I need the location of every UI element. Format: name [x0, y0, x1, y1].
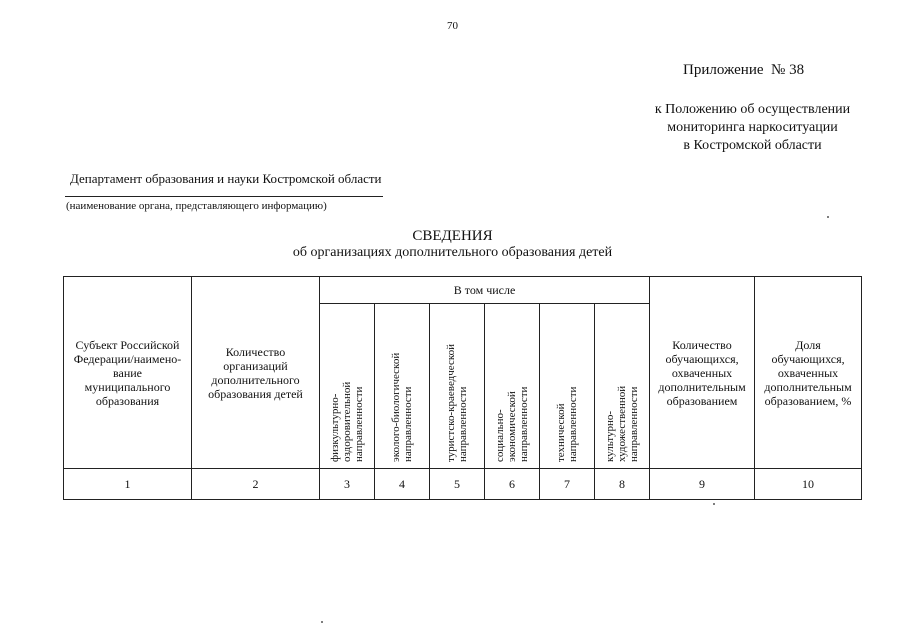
- scan-speck: [713, 503, 715, 505]
- scan-speck: [827, 216, 829, 218]
- header-cell-physical: [320, 304, 375, 469]
- column-number: 9: [650, 469, 755, 500]
- header-text-tourism: туристско-краеведческой направленности: [445, 343, 469, 462]
- column-number-row: [64, 469, 862, 500]
- header-text-socio-economic: социально- экономической направленности: [494, 386, 530, 462]
- organization-name: Департамент образования и науки Костромской области: [70, 171, 382, 186]
- header-cell-students-count: Количество обучающихся, охваченных дополнительным образованием: [650, 277, 755, 469]
- header-text-physical: физкультурно- оздоровительной направленности: [329, 381, 365, 462]
- scan-speck: [321, 621, 323, 623]
- report-subtitle: об организациях дополнительного образования детей: [292, 245, 613, 260]
- column-number: 5: [430, 469, 485, 500]
- report-title: СВЕДЕНИЯ: [412, 228, 493, 244]
- header-row-top: [64, 277, 862, 304]
- page-number: 70: [447, 20, 458, 32]
- column-number: 7: [540, 469, 595, 500]
- appendix-label: Приложение № 38: [683, 62, 805, 78]
- header-text-technical: технической направленности: [555, 386, 579, 462]
- header-cell-cultural: [595, 304, 650, 469]
- column-number: 1: [64, 469, 192, 500]
- header-text-ecological: эколого-биологической направленности: [390, 352, 414, 462]
- header-cell-tourism: [430, 304, 485, 469]
- column-number: 4: [375, 469, 430, 500]
- column-number: 6: [485, 469, 540, 500]
- header-cell-technical: [540, 304, 595, 469]
- header-cell-including: В том числе: [320, 277, 650, 304]
- column-number: 8: [595, 469, 650, 500]
- regulation-reference: к Положению об осуществлении мониторинга наркоситуации в Костромской области: [654, 102, 851, 153]
- header-text-cultural: культурно- художественной направленности: [604, 385, 641, 462]
- organization-caption: (наименование органа, представляющего информацию): [66, 200, 327, 212]
- column-number: 10: [755, 469, 862, 500]
- report-table: [63, 276, 862, 500]
- organization-underline: [65, 196, 383, 197]
- column-number: 2: [192, 469, 320, 500]
- header-cell-students-share: Доля обучающихся, охваченных дополнительным образованием, %: [755, 277, 862, 469]
- header-cell-org-count: Количество организаций дополнительного образования детей: [192, 277, 320, 469]
- header-cell-subject: Субъект Российской Федерации/наимено- вание муниципального образования: [64, 277, 192, 469]
- header-cell-socio-economic: [485, 304, 540, 469]
- header-cell-ecological: [375, 304, 430, 469]
- column-number: 3: [320, 469, 375, 500]
